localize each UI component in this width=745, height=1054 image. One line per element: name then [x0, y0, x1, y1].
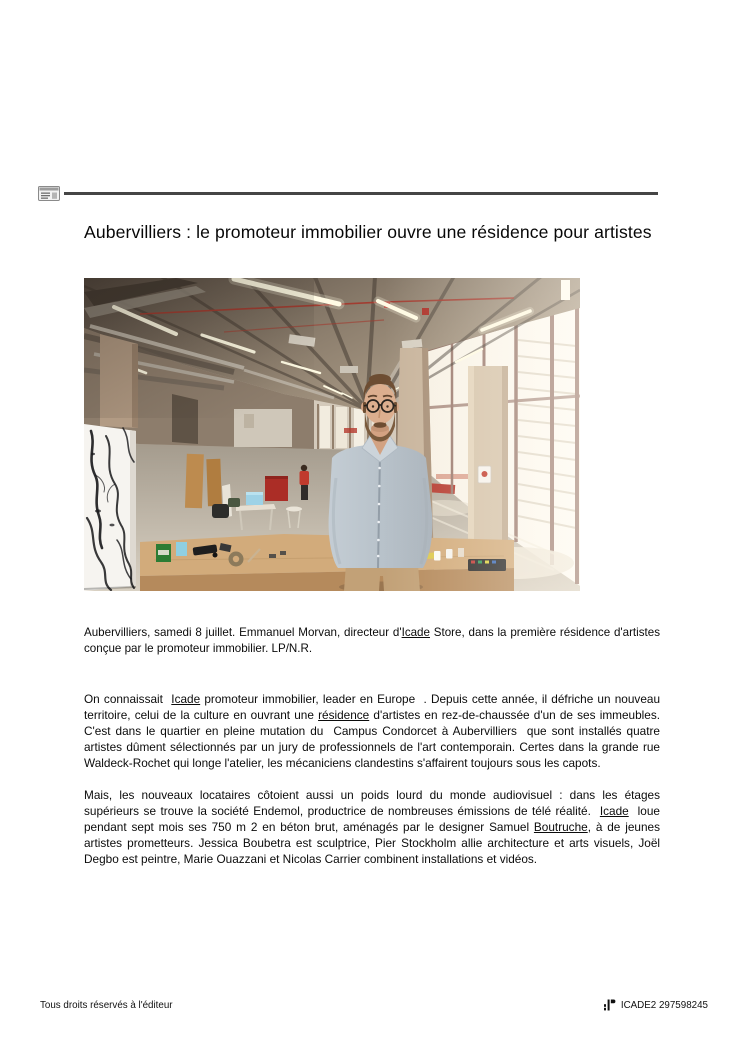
- press-logo-icon: [604, 998, 617, 1012]
- clipping-reference-text: ICADE2 297598245: [620, 999, 708, 1011]
- underlined-term: Icade: [401, 626, 430, 639]
- copyright-notice: Tous droits réservés à l'éditeur: [40, 1000, 173, 1011]
- clipping-reference: [604, 998, 708, 1012]
- article-photo: [84, 278, 580, 591]
- text-run: On connaissait: [84, 692, 172, 706]
- text-run: Aubervilliers, samedi 8 juillet. Emmanuel Morvan, directeur d': [84, 626, 402, 639]
- text-run: Store, dans la première résidence d'artistes conçue par le promoteur immobilier. LP/N.R.: [84, 626, 660, 655]
- text-run: loue pendant sept mois ses 750 m 2 en béton brut, aménagés par le designer Samuel: [84, 804, 660, 834]
- header-rule: [64, 192, 658, 195]
- article-paragraph: [84, 691, 660, 771]
- article-paragraph: [84, 787, 660, 867]
- text-run: Mais, les nouveaux locataires côtoient aussi un poids lourd du monde audiovisuel : dans les étages supérieurs se trouve la société Endemol, productrice de nombreuses émissions de télé réalité.: [84, 788, 660, 818]
- underlined-term: résidence: [318, 708, 370, 722]
- newspaper-icon: [38, 186, 60, 201]
- text-run: promoteur immobilier, leader en Europe . Depuis cette année, il défriche un nouveau territoire, celui de la culture en ouvrant une: [84, 692, 660, 722]
- underlined-term: Icade: [599, 804, 629, 818]
- underlined-term: Icade: [171, 692, 201, 706]
- photo-marble-panel: [84, 424, 136, 591]
- article-title: Aubervilliers : le promoteur immobilier ouvre une résidence pour artistes: [84, 222, 652, 242]
- text-run: d'artistes en rez-de-chaussée d'un de ses immeubles. C'est dans le quartier en pleine mutation du Campus Condorcet à Aubervilliers que sont installés quatre artistes dûment sélectionnés par un jury de professionnels de l'art contemporain. Certes dans la grande rue Waldeck-Rochet qui longe l'atelier, les mécaniciens clandestins s'affairent toujours sous les capots.: [84, 708, 661, 770]
- text-run: , à de jeunes artistes prometteurs. Jessica Boubetra est sculptrice, Pier Stockholm allie architecture et arts visuels, Joël Degbo est peintre, Marie Ouazzani et Nicolas Carrier combinent installations et vidéos.: [84, 820, 660, 866]
- underlined-term: Boutruche: [533, 820, 588, 834]
- photo-caption: [84, 625, 660, 656]
